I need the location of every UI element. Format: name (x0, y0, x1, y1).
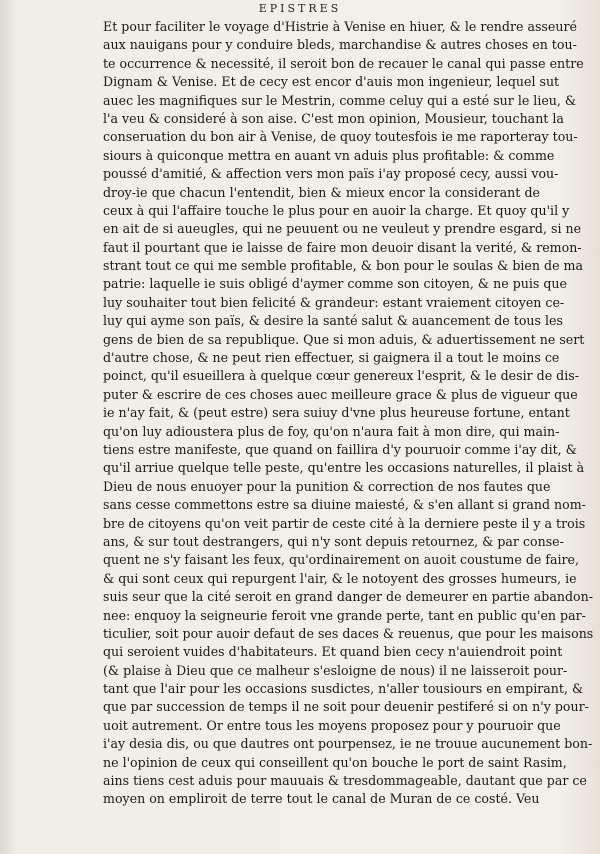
text-line: patrie: laquelle ie suis obligé d'aymer comme son citoyen, & ne puis que (103, 276, 568, 292)
text-line: luy souhaiter tout bien felicité & grandeur: estant vraiement citoyen ce- (103, 294, 565, 310)
text-line: sans cesse commettons estre sa diuine maiesté, & s'en allant si grand nom- (103, 497, 586, 513)
text-line: quent ne s'y faisant les feux, qu'ordinairement on auoit coustume de faire, (103, 552, 580, 568)
text-line: nee: enquoy la seigneurie feroit vne grande perte, tant en public qu'en par- (103, 607, 586, 623)
text-line: uoit autrement. Or entre tous les moyens proposez pour y pouruoir que (103, 717, 561, 733)
text-line: poussé d'amitié, & affection vers mon païs i'ay proposé cecy, aussi vou- (103, 166, 559, 182)
text-line: aux nauigans pour y conduire bleds, marchandise & autres choses en tou- (103, 37, 577, 53)
text-line: & qui sont ceux qui repurgent l'air, & le notoyent des grosses humeurs, ie (103, 570, 577, 586)
text-line: luy qui ayme son païs, & desire la santé salut & auancement de tous les (103, 313, 563, 329)
text-line: i'ay desia dis, ou que dautres ont pourpensez, ie ne trouue aucunement bon- (103, 736, 593, 752)
text-line: qui seroient vuides d'habitateurs. Et quand bien cecy n'auiendroit point (103, 644, 563, 660)
text-line: droy-ie que chacun l'entendit, bien & mieux encor la considerant de (103, 184, 540, 200)
text-line: gens de bien de sa republique. Que si mon aduis, & aduertissement ne sert (103, 331, 585, 347)
text-line: poinct, qu'il esueillera à quelque cœur genereux l'esprit, & le desir de dis- (103, 368, 579, 384)
text-line: puter & escrire de ces choses auec meilleure grace & plus de vigueur que (103, 386, 578, 402)
text-line: conseruation du bon air à Venise, de quoy toutesfois ie me raporteray tou- (103, 129, 578, 145)
text-line: moyen on empliroit de terre tout le canal de Muran de ce costé. Veu (103, 791, 540, 807)
text-line: auec les magnifiques sur le Mestrin, comme celuy qui a esté sur le lieu, & (103, 92, 577, 108)
text-line: qu'il arriue quelque telle peste, qu'entre les occasions naturelles, il plaist à (103, 460, 585, 476)
text-line: l'a veu & consideré à son aise. C'est mon opinion, Mousieur, touchant la (103, 110, 564, 126)
text-line: ans, & sur tout destrangers, qui n'y sont depuis retournez, & par conse- (103, 533, 564, 549)
text-line: ticulier, soit pour auoir defaut de ses daces & reuenus, que pour les maisons (103, 625, 594, 641)
text-line: strant tout ce qui me semble profitable, & bon pour le soulas & bien de ma (103, 258, 583, 274)
text-line: ceux à qui l'affaire touche le plus pour en auoir la charge. Et quoy qu'il y (103, 202, 570, 218)
text-line: que par succession de temps il ne soit pour deuenir pestiferé si on n'y pour- (103, 699, 589, 715)
text-line: ains tiens cest aduis pour mauuais & tresdommageable, dautant que par ce (103, 773, 587, 789)
text-line: tiens estre manifeste, que quand on faillira d'y pouruoir comme i'ay dit, & (103, 441, 577, 457)
text-line: ie n'ay fait, & (peut estre) sera suiuy d'vne plus heureuse fortune, entant (103, 405, 570, 421)
text-line: suis seur que la cité seroit en grand danger de demeurer en partie abandon- (103, 589, 593, 605)
text-line: Dignam & Venise. Et de cecy est encor d'auis mon ingenieur, lequel sut (103, 74, 560, 90)
text-line: Dieu de nous enuoyer pour la punition & correction de nos fautes que (103, 478, 551, 494)
text-line: qu'on luy adioustera plus de foy, qu'on n'aura fait à mon dire, qui main- (103, 423, 560, 439)
running-head: EPISTRES (258, 2, 342, 15)
text-line: d'autre chose, & ne peut rien effectuer, si gaignera il a tout le moins ce (103, 350, 560, 366)
text-line: te occurrence & necessité, il seroit bon de recauer le canal qui passe entre (103, 55, 584, 71)
text-line: bre de citoyens qu'on veit partir de ceste cité à la derniere peste il y a trois (103, 515, 586, 531)
text-line: Et pour faciliter le voyage d'Histrie à Venise en hiuer, & le rendre asseuré (103, 19, 577, 34)
text-line: tant que l'air pour les occasions susdictes, n'aller tousiours en empirant, & (103, 681, 584, 697)
text-line: (& plaise à Dieu que ce malheur s'esloigne de nous) il ne laisseroit pour- (103, 662, 568, 678)
body-text (103, 18, 594, 809)
text-line: en ait de si aueugles, qui ne peuuent ou ne veuleut y prendre esgard, si ne (103, 221, 582, 237)
text-line: faut il pourtant que ie laisse de faire mon deuoir disant la verité, & remon- (103, 239, 582, 255)
text-line: siours à quiconque mettra en auant vn aduis plus profitable: & comme (103, 147, 555, 163)
text-line: ne l'opinion de ceux qui conseillent qu'on bouche le port de saint Rasim, (103, 754, 567, 770)
